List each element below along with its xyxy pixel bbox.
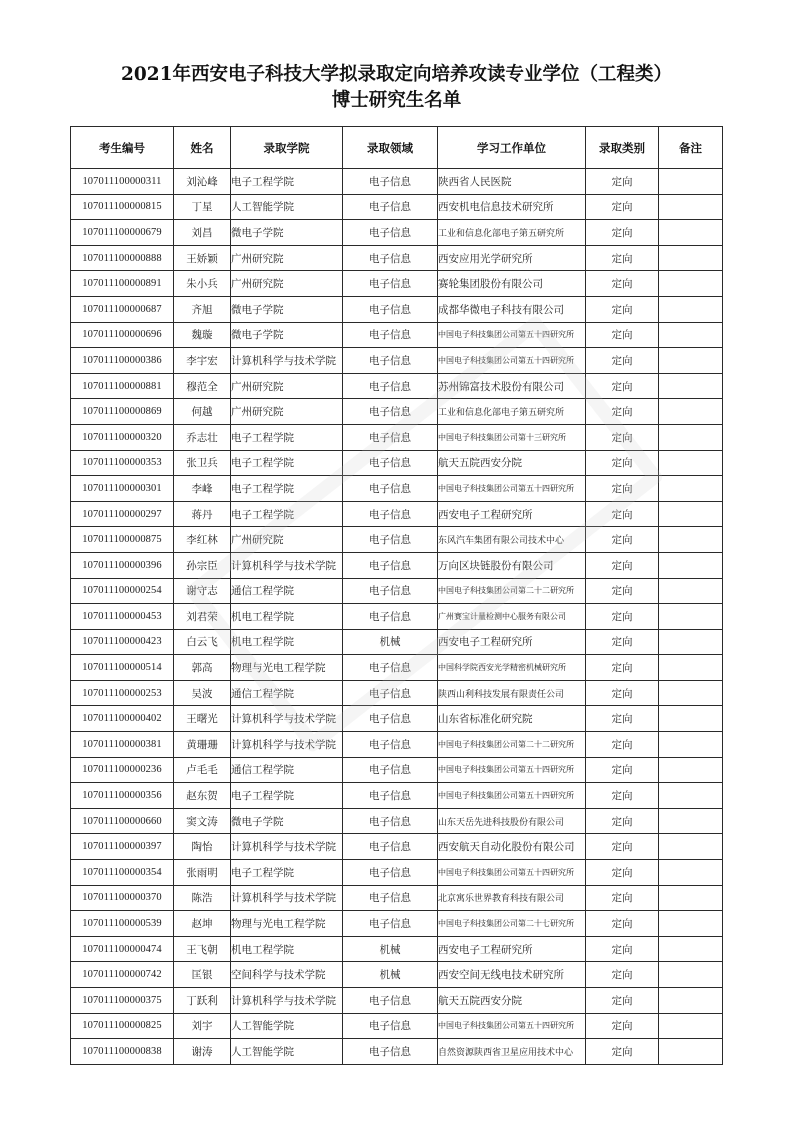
field-cell: 电子信息 bbox=[343, 680, 438, 706]
work-unit-cell: 赛轮集团股份有限公司 bbox=[438, 271, 586, 297]
work-unit-cell: 中国电子科技集团公司第二十二研究所 bbox=[438, 578, 586, 604]
college-cell: 微电子学院 bbox=[231, 220, 343, 246]
remarks-cell bbox=[659, 936, 723, 962]
field-cell: 电子信息 bbox=[343, 783, 438, 809]
candidate-id-cell: 107011100000838 bbox=[71, 1039, 174, 1065]
work-unit-cell: 山东天岳先进科技股份有限公司 bbox=[438, 808, 586, 834]
field-cell: 电子信息 bbox=[343, 450, 438, 476]
work-unit-cell: 西安机电信息技术研究所 bbox=[438, 194, 586, 220]
table-row bbox=[71, 655, 723, 681]
name-cell: 谢涛 bbox=[174, 1039, 231, 1065]
work-unit-cell: 西安应用光学研究所 bbox=[438, 245, 586, 271]
college-cell: 计算机科学与技术学院 bbox=[231, 732, 343, 758]
admission-type-cell: 定向 bbox=[586, 424, 659, 450]
name-cell: 蒋丹 bbox=[174, 501, 231, 527]
table-row bbox=[71, 706, 723, 732]
remarks-cell bbox=[659, 911, 723, 937]
remarks-cell bbox=[659, 296, 723, 322]
work-unit-cell: 西安空间无线电技术研究所 bbox=[438, 962, 586, 988]
name-cell: 赵坤 bbox=[174, 911, 231, 937]
college-cell: 通信工程学院 bbox=[231, 578, 343, 604]
name-cell: 李宇宏 bbox=[174, 348, 231, 374]
table-body bbox=[71, 169, 723, 1065]
work-unit-cell: 成都华微电子科技有限公司 bbox=[438, 296, 586, 322]
work-unit-cell: 广州赛宝计量检测中心服务有限公司 bbox=[438, 604, 586, 630]
name-cell: 丁跃利 bbox=[174, 988, 231, 1014]
candidate-id-cell: 107011100000423 bbox=[71, 629, 174, 655]
candidate-id-cell: 107011100000881 bbox=[71, 373, 174, 399]
remarks-cell bbox=[659, 962, 723, 988]
admission-type-cell: 定向 bbox=[586, 169, 659, 195]
remarks-cell bbox=[659, 322, 723, 348]
college-cell: 空间科学与技术学院 bbox=[231, 962, 343, 988]
field-cell: 电子信息 bbox=[343, 194, 438, 220]
table-row bbox=[71, 169, 723, 195]
table-row bbox=[71, 450, 723, 476]
document-subtitle: 博士研究生名单 bbox=[331, 90, 462, 111]
name-cell: 王娇颖 bbox=[174, 245, 231, 271]
remarks-cell bbox=[659, 399, 723, 425]
work-unit-cell: 中国电子科技集团公司第五十四研究所 bbox=[438, 783, 586, 809]
table-row bbox=[71, 732, 723, 758]
admission-table bbox=[70, 126, 723, 1065]
name-cell: 何越 bbox=[174, 399, 231, 425]
remarks-cell bbox=[659, 834, 723, 860]
admission-type-cell: 定向 bbox=[586, 220, 659, 246]
work-unit-cell: 中国电子科技集团公司第五十四研究所 bbox=[438, 322, 586, 348]
remarks-cell bbox=[659, 271, 723, 297]
field-cell: 电子信息 bbox=[343, 757, 438, 783]
admission-type-cell: 定向 bbox=[586, 860, 659, 886]
field-cell: 电子信息 bbox=[343, 834, 438, 860]
candidate-id-cell: 107011100000453 bbox=[71, 604, 174, 630]
candidate-id-cell: 107011100000869 bbox=[71, 399, 174, 425]
table-row bbox=[71, 578, 723, 604]
table-row bbox=[71, 1013, 723, 1039]
name-cell: 李红林 bbox=[174, 527, 231, 553]
remarks-cell bbox=[659, 373, 723, 399]
field-cell: 机械 bbox=[343, 962, 438, 988]
remarks-cell bbox=[659, 860, 723, 886]
candidate-id-cell: 107011100000660 bbox=[71, 808, 174, 834]
name-cell: 赵东贺 bbox=[174, 783, 231, 809]
admission-type-cell: 定向 bbox=[586, 629, 659, 655]
name-cell: 齐旭 bbox=[174, 296, 231, 322]
remarks-cell bbox=[659, 783, 723, 809]
admission-type-cell: 定向 bbox=[586, 271, 659, 297]
work-unit-cell: 航天五院西安分院 bbox=[438, 988, 586, 1014]
field-cell: 电子信息 bbox=[343, 399, 438, 425]
admission-type-cell: 定向 bbox=[586, 373, 659, 399]
candidate-id-cell: 107011100000356 bbox=[71, 783, 174, 809]
field-cell: 电子信息 bbox=[343, 552, 438, 578]
college-cell: 电子工程学院 bbox=[231, 860, 343, 886]
table-row bbox=[71, 399, 723, 425]
table-row bbox=[71, 988, 723, 1014]
name-cell: 吴波 bbox=[174, 680, 231, 706]
admission-type-cell: 定向 bbox=[586, 552, 659, 578]
field-cell: 电子信息 bbox=[343, 373, 438, 399]
document-title: 2021年西安电子科技大学拟录取定向培养攻读专业学位（工程类） bbox=[121, 64, 672, 85]
admission-type-cell: 定向 bbox=[586, 808, 659, 834]
field-cell: 电子信息 bbox=[343, 424, 438, 450]
table-row bbox=[71, 194, 723, 220]
header-admission-type: 录取类别 bbox=[586, 127, 659, 169]
college-cell: 电子工程学院 bbox=[231, 169, 343, 195]
remarks-cell bbox=[659, 629, 723, 655]
college-cell: 机电工程学院 bbox=[231, 936, 343, 962]
candidate-id-cell: 107011100000375 bbox=[71, 988, 174, 1014]
candidate-id-cell: 107011100000825 bbox=[71, 1013, 174, 1039]
admission-type-cell: 定向 bbox=[586, 655, 659, 681]
candidate-id-cell: 107011100000354 bbox=[71, 860, 174, 886]
candidate-id-cell: 107011100000815 bbox=[71, 194, 174, 220]
work-unit-cell: 苏州锦富技术股份有限公司 bbox=[438, 373, 586, 399]
header-work-unit: 学习工作单位 bbox=[438, 127, 586, 169]
college-cell: 计算机科学与技术学院 bbox=[231, 348, 343, 374]
field-cell: 电子信息 bbox=[343, 911, 438, 937]
college-cell: 广州研究院 bbox=[231, 373, 343, 399]
table-row bbox=[71, 962, 723, 988]
work-unit-cell: 中国电子科技集团公司第五十四研究所 bbox=[438, 348, 586, 374]
admission-type-cell: 定向 bbox=[586, 399, 659, 425]
admission-type-cell: 定向 bbox=[586, 783, 659, 809]
admission-type-cell: 定向 bbox=[586, 1039, 659, 1065]
field-cell: 电子信息 bbox=[343, 655, 438, 681]
work-unit-cell: 工业和信息化部电子第五研究所 bbox=[438, 220, 586, 246]
candidate-id-cell: 107011100000254 bbox=[71, 578, 174, 604]
field-cell: 电子信息 bbox=[343, 220, 438, 246]
work-unit-cell: 西安电子工程研究所 bbox=[438, 936, 586, 962]
field-cell: 电子信息 bbox=[343, 604, 438, 630]
field-cell: 电子信息 bbox=[343, 1039, 438, 1065]
name-cell: 匡银 bbox=[174, 962, 231, 988]
admission-type-cell: 定向 bbox=[586, 757, 659, 783]
field-cell: 电子信息 bbox=[343, 860, 438, 886]
college-cell: 广州研究院 bbox=[231, 399, 343, 425]
candidate-id-cell: 107011100000370 bbox=[71, 885, 174, 911]
name-cell: 白云飞 bbox=[174, 629, 231, 655]
field-cell: 电子信息 bbox=[343, 501, 438, 527]
remarks-cell bbox=[659, 348, 723, 374]
candidate-id-cell: 107011100000891 bbox=[71, 271, 174, 297]
admission-type-cell: 定向 bbox=[586, 527, 659, 553]
field-cell: 电子信息 bbox=[343, 988, 438, 1014]
remarks-cell bbox=[659, 169, 723, 195]
table-row bbox=[71, 373, 723, 399]
admission-type-cell: 定向 bbox=[586, 680, 659, 706]
header-candidate-id: 考生编号 bbox=[71, 127, 174, 169]
candidate-id-cell: 107011100000696 bbox=[71, 322, 174, 348]
table-row bbox=[71, 271, 723, 297]
candidate-id-cell: 107011100000514 bbox=[71, 655, 174, 681]
work-unit-cell: 万向区块链股份有限公司 bbox=[438, 552, 586, 578]
table-row bbox=[71, 629, 723, 655]
candidate-id-cell: 107011100000353 bbox=[71, 450, 174, 476]
college-cell: 电子工程学院 bbox=[231, 424, 343, 450]
work-unit-cell: 西安电子工程研究所 bbox=[438, 629, 586, 655]
field-cell: 电子信息 bbox=[343, 732, 438, 758]
candidate-id-cell: 107011100000297 bbox=[71, 501, 174, 527]
remarks-cell bbox=[659, 1013, 723, 1039]
college-cell: 机电工程学院 bbox=[231, 629, 343, 655]
remarks-cell bbox=[659, 501, 723, 527]
field-cell: 电子信息 bbox=[343, 578, 438, 604]
table-row bbox=[71, 552, 723, 578]
candidate-id-cell: 107011100000888 bbox=[71, 245, 174, 271]
college-cell: 广州研究院 bbox=[231, 245, 343, 271]
college-cell: 电子工程学院 bbox=[231, 783, 343, 809]
admission-type-cell: 定向 bbox=[586, 501, 659, 527]
admission-type-cell: 定向 bbox=[586, 936, 659, 962]
admission-type-cell: 定向 bbox=[586, 962, 659, 988]
college-cell: 电子工程学院 bbox=[231, 501, 343, 527]
college-cell: 计算机科学与技术学院 bbox=[231, 988, 343, 1014]
table-row bbox=[71, 808, 723, 834]
candidate-id-cell: 107011100000687 bbox=[71, 296, 174, 322]
college-cell: 物理与光电工程学院 bbox=[231, 655, 343, 681]
name-cell: 乔志壮 bbox=[174, 424, 231, 450]
remarks-cell bbox=[659, 527, 723, 553]
work-unit-cell: 东风汽车集团有限公司技术中心 bbox=[438, 527, 586, 553]
name-cell: 刘昌 bbox=[174, 220, 231, 246]
table-row bbox=[71, 757, 723, 783]
name-cell: 王飞朝 bbox=[174, 936, 231, 962]
college-cell: 微电子学院 bbox=[231, 296, 343, 322]
table-row bbox=[71, 348, 723, 374]
name-cell: 张卫兵 bbox=[174, 450, 231, 476]
work-unit-cell: 中国科学院西安光学精密机械研究所 bbox=[438, 655, 586, 681]
table-row bbox=[71, 680, 723, 706]
name-cell: 刘沁峰 bbox=[174, 169, 231, 195]
college-cell: 微电子学院 bbox=[231, 808, 343, 834]
candidate-id-cell: 107011100000539 bbox=[71, 911, 174, 937]
candidate-id-cell: 107011100000679 bbox=[71, 220, 174, 246]
candidate-id-cell: 107011100000386 bbox=[71, 348, 174, 374]
admission-type-cell: 定向 bbox=[586, 834, 659, 860]
name-cell: 窦文涛 bbox=[174, 808, 231, 834]
table-row bbox=[71, 860, 723, 886]
table-row bbox=[71, 783, 723, 809]
college-cell: 广州研究院 bbox=[231, 527, 343, 553]
work-unit-cell: 西安航天自动化股份有限公司 bbox=[438, 834, 586, 860]
name-cell: 穆范全 bbox=[174, 373, 231, 399]
college-cell: 计算机科学与技术学院 bbox=[231, 552, 343, 578]
work-unit-cell: 山东省标准化研究院 bbox=[438, 706, 586, 732]
work-unit-cell: 航天五院西安分院 bbox=[438, 450, 586, 476]
remarks-cell bbox=[659, 808, 723, 834]
table-header-row bbox=[71, 127, 723, 169]
admission-type-cell: 定向 bbox=[586, 450, 659, 476]
admission-type-cell: 定向 bbox=[586, 578, 659, 604]
candidate-id-cell: 107011100000742 bbox=[71, 962, 174, 988]
remarks-cell bbox=[659, 988, 723, 1014]
table-row bbox=[71, 322, 723, 348]
work-unit-cell: 中国电子科技集团公司第五十四研究所 bbox=[438, 1013, 586, 1039]
admission-type-cell: 定向 bbox=[586, 194, 659, 220]
college-cell: 计算机科学与技术学院 bbox=[231, 706, 343, 732]
candidate-id-cell: 107011100000474 bbox=[71, 936, 174, 962]
table-row bbox=[71, 245, 723, 271]
admission-type-cell: 定向 bbox=[586, 245, 659, 271]
admission-type-cell: 定向 bbox=[586, 348, 659, 374]
college-cell: 人工智能学院 bbox=[231, 194, 343, 220]
name-cell: 魏璇 bbox=[174, 322, 231, 348]
college-cell: 人工智能学院 bbox=[231, 1039, 343, 1065]
table-row bbox=[71, 476, 723, 502]
admission-type-cell: 定向 bbox=[586, 732, 659, 758]
table-row bbox=[71, 885, 723, 911]
college-cell: 微电子学院 bbox=[231, 322, 343, 348]
header-field: 录取领域 bbox=[343, 127, 438, 169]
admission-type-cell: 定向 bbox=[586, 296, 659, 322]
name-cell: 张雨明 bbox=[174, 860, 231, 886]
college-cell: 物理与光电工程学院 bbox=[231, 911, 343, 937]
remarks-cell bbox=[659, 655, 723, 681]
college-cell: 通信工程学院 bbox=[231, 680, 343, 706]
table-row bbox=[71, 936, 723, 962]
remarks-cell bbox=[659, 552, 723, 578]
name-cell: 陶怡 bbox=[174, 834, 231, 860]
name-cell: 李峰 bbox=[174, 476, 231, 502]
name-cell: 卢毛毛 bbox=[174, 757, 231, 783]
header-college: 录取学院 bbox=[231, 127, 343, 169]
admission-type-cell: 定向 bbox=[586, 604, 659, 630]
work-unit-cell: 西安电子工程研究所 bbox=[438, 501, 586, 527]
remarks-cell bbox=[659, 604, 723, 630]
field-cell: 电子信息 bbox=[343, 706, 438, 732]
college-cell: 人工智能学院 bbox=[231, 1013, 343, 1039]
remarks-cell bbox=[659, 424, 723, 450]
remarks-cell bbox=[659, 732, 723, 758]
name-cell: 郭高 bbox=[174, 655, 231, 681]
name-cell: 孙宗臣 bbox=[174, 552, 231, 578]
college-cell: 计算机科学与技术学院 bbox=[231, 885, 343, 911]
work-unit-cell: 中国电子科技集团公司第二十七研究所 bbox=[438, 911, 586, 937]
table-row bbox=[71, 834, 723, 860]
remarks-cell bbox=[659, 680, 723, 706]
field-cell: 电子信息 bbox=[343, 169, 438, 195]
table-row bbox=[71, 527, 723, 553]
table-row bbox=[71, 1039, 723, 1065]
name-cell: 陈浩 bbox=[174, 885, 231, 911]
remarks-cell bbox=[659, 578, 723, 604]
college-cell: 通信工程学院 bbox=[231, 757, 343, 783]
table-row bbox=[71, 296, 723, 322]
candidate-id-cell: 107011100000311 bbox=[71, 169, 174, 195]
candidate-id-cell: 107011100000381 bbox=[71, 732, 174, 758]
name-cell: 王曙光 bbox=[174, 706, 231, 732]
admission-type-cell: 定向 bbox=[586, 885, 659, 911]
admission-type-cell: 定向 bbox=[586, 476, 659, 502]
candidate-id-cell: 107011100000236 bbox=[71, 757, 174, 783]
college-cell: 机电工程学院 bbox=[231, 604, 343, 630]
field-cell: 电子信息 bbox=[343, 322, 438, 348]
candidate-id-cell: 107011100000402 bbox=[71, 706, 174, 732]
field-cell: 机械 bbox=[343, 936, 438, 962]
admission-type-cell: 定向 bbox=[586, 988, 659, 1014]
field-cell: 电子信息 bbox=[343, 348, 438, 374]
name-cell: 谢守志 bbox=[174, 578, 231, 604]
college-cell: 广州研究院 bbox=[231, 271, 343, 297]
field-cell: 机械 bbox=[343, 629, 438, 655]
admission-type-cell: 定向 bbox=[586, 322, 659, 348]
field-cell: 电子信息 bbox=[343, 245, 438, 271]
table-row bbox=[71, 220, 723, 246]
field-cell: 电子信息 bbox=[343, 476, 438, 502]
candidate-id-cell: 107011100000397 bbox=[71, 834, 174, 860]
candidate-id-cell: 107011100000396 bbox=[71, 552, 174, 578]
name-cell: 丁星 bbox=[174, 194, 231, 220]
work-unit-cell: 北京寓乐世界教育科技有限公司 bbox=[438, 885, 586, 911]
header-remarks: 备注 bbox=[659, 127, 723, 169]
field-cell: 电子信息 bbox=[343, 885, 438, 911]
candidate-id-cell: 107011100000253 bbox=[71, 680, 174, 706]
field-cell: 电子信息 bbox=[343, 808, 438, 834]
remarks-cell bbox=[659, 706, 723, 732]
admission-type-cell: 定向 bbox=[586, 706, 659, 732]
field-cell: 电子信息 bbox=[343, 296, 438, 322]
field-cell: 电子信息 bbox=[343, 271, 438, 297]
work-unit-cell: 陕西省人民医院 bbox=[438, 169, 586, 195]
admission-type-cell: 定向 bbox=[586, 1013, 659, 1039]
table-row bbox=[71, 501, 723, 527]
field-cell: 电子信息 bbox=[343, 527, 438, 553]
work-unit-cell: 中国电子科技集团公司第五十四研究所 bbox=[438, 757, 586, 783]
table-row bbox=[71, 911, 723, 937]
remarks-cell bbox=[659, 194, 723, 220]
remarks-cell bbox=[659, 476, 723, 502]
candidate-id-cell: 107011100000320 bbox=[71, 424, 174, 450]
work-unit-cell: 中国电子科技集团公司第十三研究所 bbox=[438, 424, 586, 450]
candidate-id-cell: 107011100000875 bbox=[71, 527, 174, 553]
remarks-cell bbox=[659, 450, 723, 476]
college-cell: 计算机科学与技术学院 bbox=[231, 834, 343, 860]
college-cell: 电子工程学院 bbox=[231, 476, 343, 502]
name-cell: 刘宇 bbox=[174, 1013, 231, 1039]
work-unit-cell: 中国电子科技集团公司第五十四研究所 bbox=[438, 860, 586, 886]
remarks-cell bbox=[659, 1039, 723, 1065]
name-cell: 刘君荣 bbox=[174, 604, 231, 630]
remarks-cell bbox=[659, 885, 723, 911]
college-cell: 电子工程学院 bbox=[231, 450, 343, 476]
admission-type-cell: 定向 bbox=[586, 911, 659, 937]
remarks-cell bbox=[659, 220, 723, 246]
remarks-cell bbox=[659, 757, 723, 783]
candidate-id-cell: 107011100000301 bbox=[71, 476, 174, 502]
work-unit-cell: 陕西山利科技发展有限责任公司 bbox=[438, 680, 586, 706]
name-cell: 朱小兵 bbox=[174, 271, 231, 297]
work-unit-cell: 工业和信息化部电子第五研究所 bbox=[438, 399, 586, 425]
work-unit-cell: 中国电子科技集团公司第二十二研究所 bbox=[438, 732, 586, 758]
table-row bbox=[71, 424, 723, 450]
table-row bbox=[71, 604, 723, 630]
remarks-cell bbox=[659, 245, 723, 271]
work-unit-cell: 自然资源陕西省卫星应用技术中心 bbox=[438, 1039, 586, 1065]
name-cell: 黄珊珊 bbox=[174, 732, 231, 758]
field-cell: 电子信息 bbox=[343, 1013, 438, 1039]
header-name: 姓名 bbox=[174, 127, 231, 169]
work-unit-cell: 中国电子科技集团公司第五十四研究所 bbox=[438, 476, 586, 502]
